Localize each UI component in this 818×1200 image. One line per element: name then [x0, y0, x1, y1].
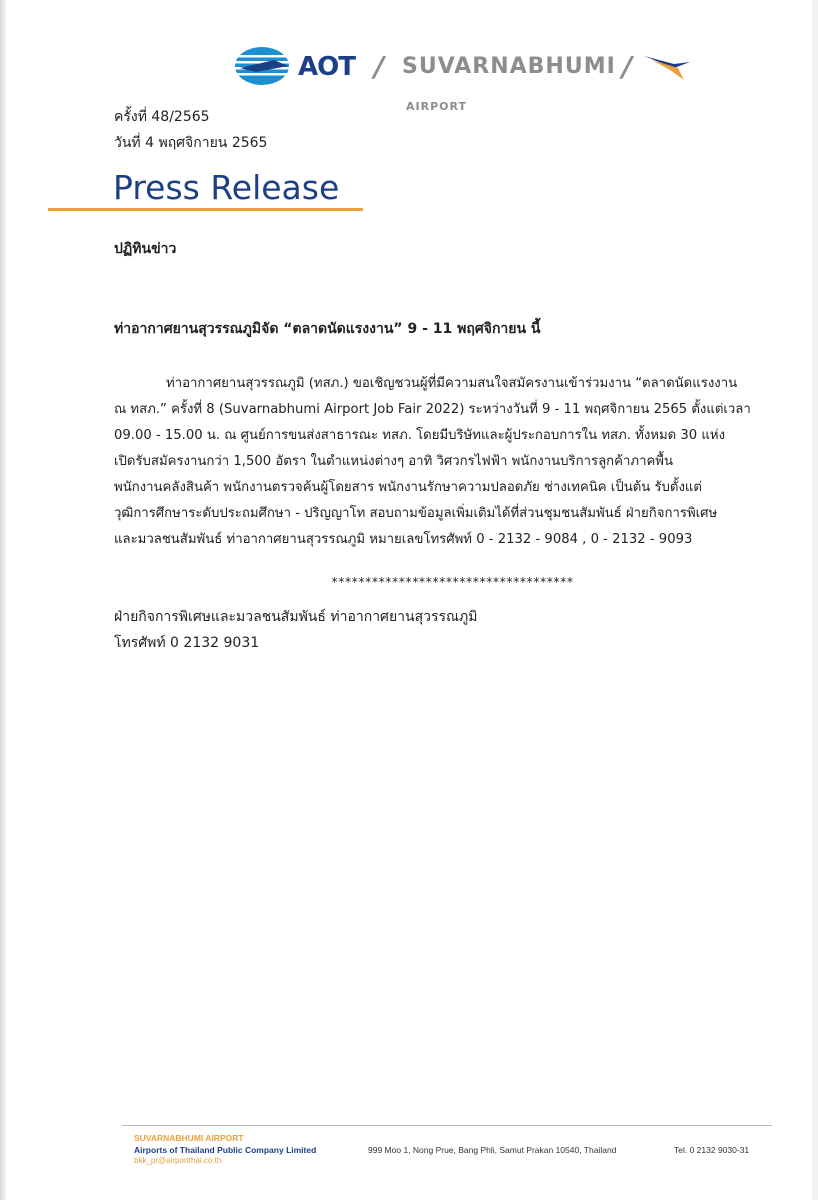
title-underline	[48, 208, 363, 211]
page-title: Press Release	[113, 168, 340, 207]
airport-name-text: SUVARNABHUMI	[402, 54, 616, 79]
suvarnabhumi-bird-icon	[644, 54, 690, 82]
body-line: 09.00 - 15.00 น. ณ ศูนย์การขนส่งสาธารณะ ทสภ. โดยมีบริษัทและผู้ประกอบการใน ทสภ. ทั้งหมด 30 แห่ง	[114, 428, 726, 443]
airport-sub-text: AIRPORT	[406, 100, 467, 113]
body-line: ท่าอากาศยานสุวรรณภูมิ (ทสภ.) ขอเชิญชวนผู้ที่มีความสนใจสมัครงานเข้าร่วมงาน “ตลาดนัดแรงงาน	[166, 376, 738, 391]
footer-divider	[122, 1125, 772, 1126]
news-headline: ท่าอากาศยานสุวรรณภูมิจัด “ตลาดนัดแรงงาน” 9 - 11 พฤศจิกายน นี้	[114, 321, 541, 337]
body-line: วุฒิการศึกษาระดับประถมศึกษา - ปริญญาโท สอบถามข้อมูลเพิ่มเติมได้ที่ส่วนชุมชนสัมพันธ์ ฝ่ายกิจการพิเศษ	[114, 506, 718, 521]
body-line: และมวลชนสัมพันธ์ ท่าอากาศยานสุวรรณภูมิ หมายเลขโทรศัพท์ 0 - 2132 - 9084 , 0 - 2132 - 9093	[114, 532, 693, 547]
body-line: เปิดรับสมัครงานกว่า 1,500 อัตรา ในตำแหน่งต่างๆ อาทิ วิศวกรไฟฟ้า พนักงานบริการลูกค้าภาคพื้น	[114, 454, 674, 469]
aot-logo-icon	[234, 46, 294, 86]
logo-divider: /	[374, 50, 385, 83]
footer-email-link[interactable]: bkk_pr@airportthai.co.th	[134, 1156, 222, 1165]
body-line: ณ ทสภ.” ครั้งที่ 8 (Suvarnabhumi Airport Job Fair 2022) ระหว่างวันที่ 9 - 11 พฤศจิกายน 2565 ตั้งแต่เวลา	[114, 402, 751, 417]
aot-brand-text: AOT	[298, 52, 355, 82]
contact-phone: โทรศัพท์ 0 2132 9031	[114, 635, 260, 651]
section-label: ปฏิทินข่าว	[114, 241, 177, 257]
contact-department: ฝ่ายกิจการพิเศษและมวลชนสัมพันธ์ ท่าอากาศยานสุวรรณภูมิ	[114, 609, 478, 625]
document-page	[6, 0, 812, 1200]
separator-stars: ************************************	[331, 575, 574, 589]
footer-org: SUVARNABHUMI AIRPORT	[134, 1133, 244, 1143]
body-line: พนักงานคลังสินค้า พนักงานตรวจค้นผู้โดยสาร พนักงานรักษาความปลอดภัย ช่างเทคนิค เป็นต้น รับตั้งแต่	[114, 480, 702, 495]
footer-company: Airports of Thailand Public Company Limited	[134, 1145, 317, 1155]
footer-tel: Tel. 0 2132 9030-31	[674, 1145, 750, 1155]
release-number: ครั้งที่ 48/2565	[114, 109, 210, 125]
footer-address: 999 Moo 1, Nong Prue, Bang Phli, Samut Prakan 10540, Thailand	[368, 1145, 617, 1155]
logo-divider: /	[622, 50, 633, 83]
release-date: วันที่ 4 พฤศจิกายน 2565	[114, 135, 268, 151]
